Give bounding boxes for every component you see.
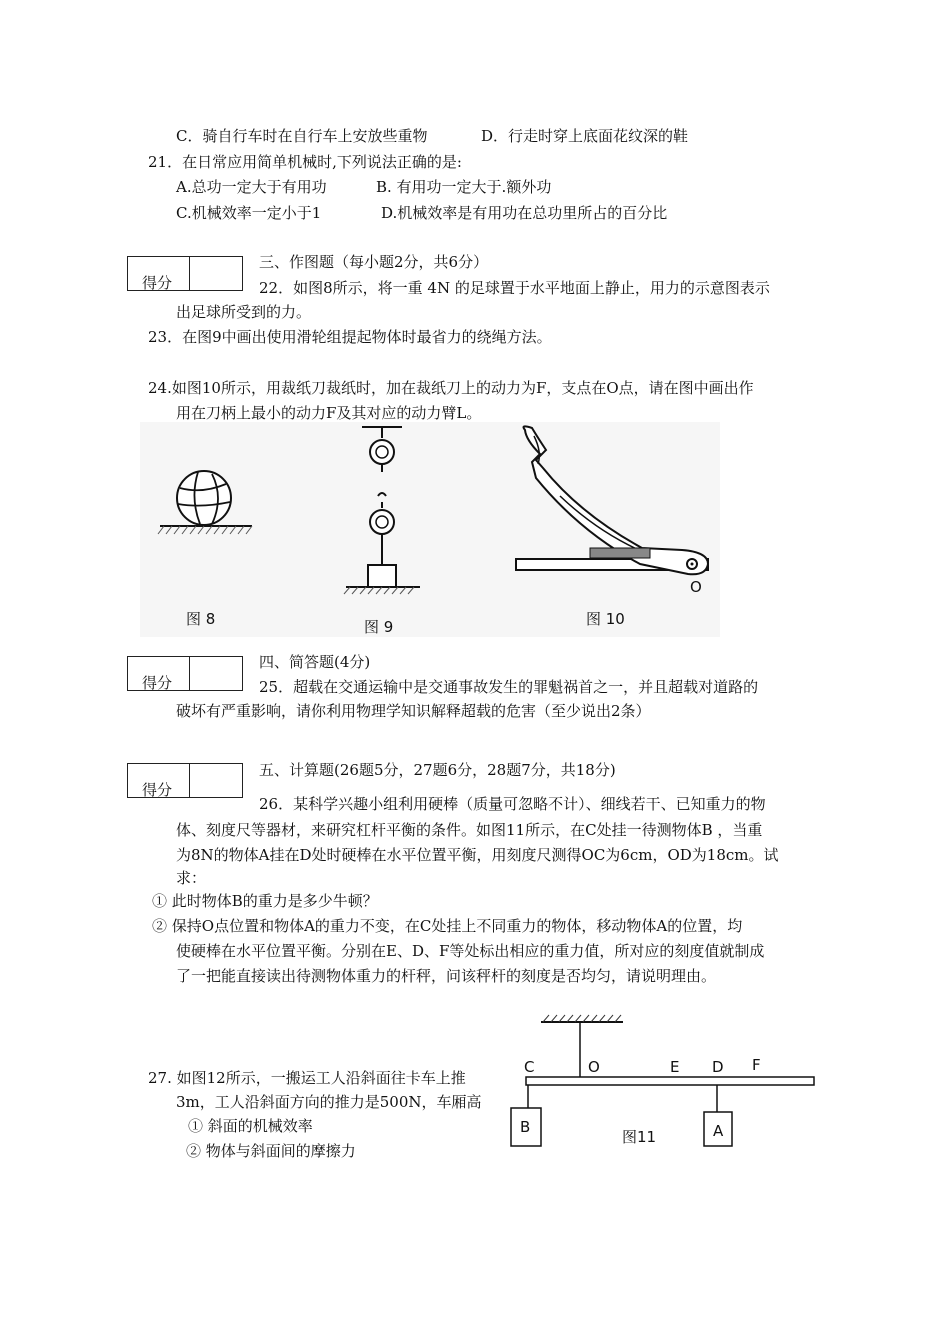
- q27-part1: ① 斜面的机械效率: [188, 1117, 313, 1135]
- fig11-label-a: A: [713, 1122, 724, 1140]
- q26-part1: ① 此时物体B的重力是多少牛顿？: [152, 892, 378, 910]
- fig10-pivot-label: O: [690, 578, 702, 596]
- section5-title: 五、计算题(26题5分，27题6分，28题7分，共18分): [259, 761, 616, 779]
- q21-option-c: C.机械效率一定小于1: [176, 204, 322, 222]
- score-box-section3[interactable]: [127, 256, 243, 291]
- score-box-section5[interactable]: [127, 763, 243, 798]
- q20-option-d: D．行走时穿上底面花纹深的鞋: [481, 127, 689, 145]
- fig11-label-o: O: [588, 1058, 600, 1076]
- q27-text-line2: 3m，工人沿斜面方向的推力是500N，车厢高: [176, 1093, 482, 1111]
- q25-text-line1: 25．超载在交通运输中是交通事故发生的罪魁祸首之一，并且超载对道路的: [259, 678, 759, 696]
- q26-part2-line2: 使硬棒在水平位置平衡。分别在E、D、F等处标出相应的重力值，所对应的刻度值就制成: [176, 942, 765, 960]
- score-box-section4[interactable]: [127, 656, 243, 691]
- q22-text-line2: 出足球所受到的力。: [176, 303, 312, 321]
- q25-text-line2: 破坏有严重影响，请你利用物理学知识解释超载的危害（至少说出2条）: [176, 702, 651, 720]
- q26-text-line3: 为8N的物体A挂在D处时硬棒在水平位置平衡，用刻度尺测得OC为6cm，OD为18cm。试: [176, 846, 779, 864]
- q24-text-line2: 用在刀柄上最小的动力F及其对应的动力臂L。: [176, 404, 482, 422]
- q26-text-line4: 求：: [176, 869, 207, 887]
- fig11-label-d: D: [712, 1058, 724, 1076]
- q21-option-a: A.总功一定大于有用功: [176, 178, 327, 196]
- fig11-caption: 图11: [622, 1128, 657, 1146]
- q24-text-line1: 24.如图10所示，用裁纸刀裁纸时，加在裁纸刀上的动力为F，支点在O点，请在图中画出作: [148, 379, 754, 397]
- fig11-label-e: E: [670, 1058, 680, 1076]
- q21-stem: 21．在日常应用简单机械时,下列说法正确的是:: [148, 153, 462, 171]
- q20-option-c: C．骑自行车时在自行车上安放些重物: [176, 127, 428, 145]
- section4-title: 四、简答题(4分): [259, 653, 371, 671]
- fig10-caption: 图 10: [586, 610, 625, 628]
- q22-text-line1: 22．如图8所示，将一重 4N 的足球置于水平地面上静止，用力的示意图表示: [259, 279, 770, 297]
- q27-text-line1: 27. 如图12所示，一搬运工人沿斜面往卡车上推: [148, 1069, 466, 1087]
- q26-text-line1: 26．某科学兴趣小组利用硬棒（质量可忽略不计）、细线若干、已知重力的物: [259, 795, 766, 813]
- q26-part2-line3: 了一把能直接读出待测物体重力的杆秤，问该秤杆的刻度是否均匀，请说明理由。: [176, 967, 717, 985]
- q27-part2: ② 物体与斜面间的摩擦力: [186, 1142, 356, 1160]
- fig11-label-c: C: [524, 1058, 535, 1076]
- q26-text-line2: 体、刻度尺等器材，来研究杠杆平衡的条件。如图11所示，在C处挂一待测物体B ，当重: [176, 821, 763, 839]
- fig9-caption: 图 9: [364, 618, 394, 636]
- figures-8-9-10: [140, 422, 720, 637]
- fig11-label-f: F: [752, 1056, 761, 1074]
- score-label: 得分: [128, 764, 190, 797]
- fig11-label-b: B: [520, 1118, 531, 1136]
- q21-option-d: D.机械效率是有用功在总功里所占的百分比: [381, 204, 668, 222]
- q21-option-b: B. 有用功一定大于.额外功: [376, 178, 552, 196]
- score-value-field[interactable]: [190, 257, 242, 290]
- score-value-field[interactable]: [190, 764, 242, 797]
- section3-title: 三、作图题（每小题2分，共6分）: [259, 253, 489, 271]
- fig8-caption: 图 8: [186, 610, 216, 628]
- q23-text: 23．在图9中画出使用滑轮组提起物体时最省力的绕绳方法。: [148, 328, 552, 346]
- score-label: 得分: [128, 257, 190, 290]
- score-value-field[interactable]: [190, 657, 242, 690]
- q26-part2-line1: ② 保持O点位置和物体A的重力不变，在C处挂上不同重力的物体，移动物体A的位置，均: [152, 917, 743, 935]
- score-label: 得分: [128, 657, 190, 690]
- fig11-lever-diagram: [493, 1012, 823, 1152]
